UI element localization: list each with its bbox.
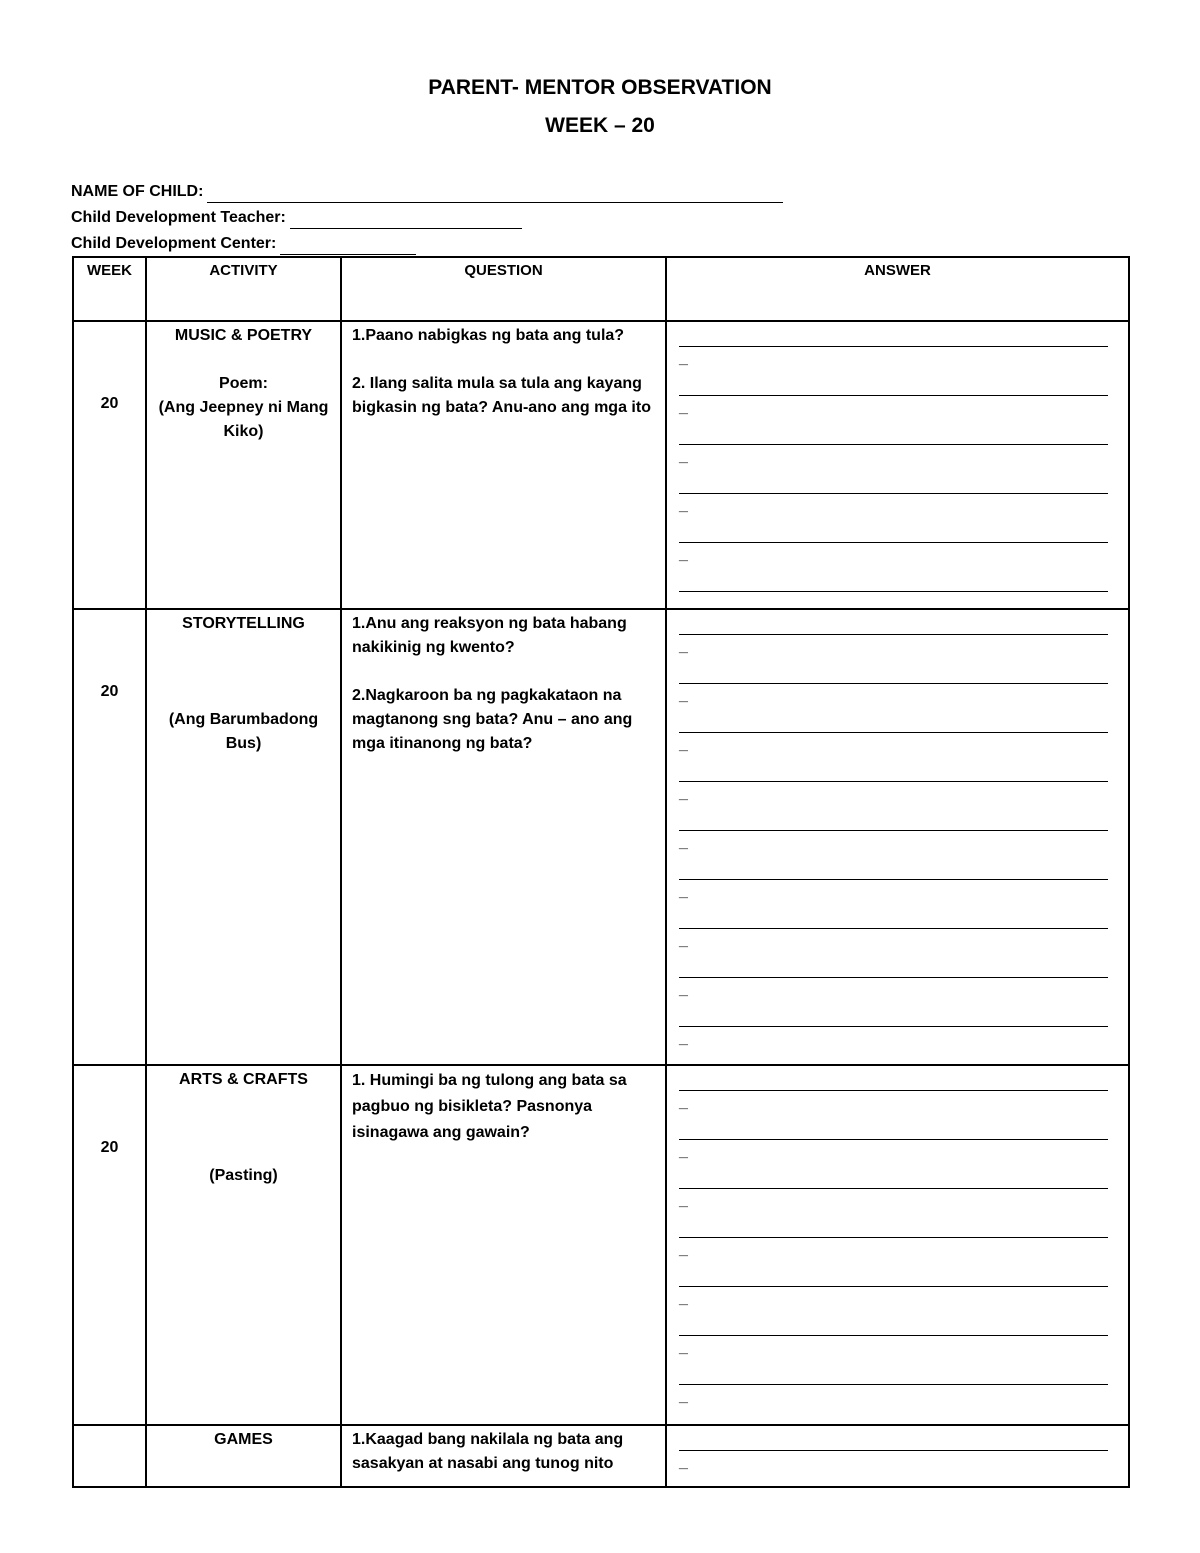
activity-subtitle: (Ang Jeepney ni Mang Kiko) xyxy=(158,399,329,440)
header-answer: ANSWER xyxy=(666,257,1129,321)
answer-line[interactable] xyxy=(679,1066,1108,1091)
answer-dash: _ xyxy=(679,1388,688,1405)
answer-line[interactable] xyxy=(679,469,1108,494)
answer-line[interactable] xyxy=(679,1426,1108,1451)
answer-dash: _ xyxy=(679,1454,688,1471)
observation-table xyxy=(72,256,1130,1488)
answer-cell[interactable] xyxy=(666,609,1129,1065)
table-header-row xyxy=(73,257,1129,321)
week-cell xyxy=(73,321,146,609)
answer-dash: _ xyxy=(679,883,688,900)
week-value: 20 xyxy=(100,395,119,412)
activity-title: MUSIC & POETRY xyxy=(174,327,313,344)
page-title: PARENT- MENTOR OBSERVATION xyxy=(428,76,772,99)
name-of-child-blank[interactable] xyxy=(207,184,783,203)
answer-dash: _ xyxy=(679,497,688,514)
question-cell xyxy=(341,1065,666,1425)
answer-cell[interactable] xyxy=(666,1065,1129,1425)
week-cell xyxy=(73,1065,146,1425)
center-blank[interactable] xyxy=(280,236,416,255)
answer-cell[interactable] xyxy=(666,1425,1129,1487)
teacher-blank[interactable] xyxy=(290,210,522,229)
table-row xyxy=(73,1425,1129,1487)
answer-line[interactable] xyxy=(679,371,1108,396)
answer-dash: _ xyxy=(679,687,688,704)
answer-dash: _ xyxy=(679,638,688,655)
answer-dash: _ xyxy=(679,736,688,753)
answer-line[interactable] xyxy=(679,610,1108,635)
question-text: 1. Humingi ba ng tulong ang bata sa pagbuo ng bisikleta? Pasnonya isinagawa ang gawain? xyxy=(352,1072,627,1141)
activity-title: GAMES xyxy=(214,1431,273,1448)
activity-cell xyxy=(146,609,341,1065)
question-cell xyxy=(341,609,666,1065)
week-cell xyxy=(73,1425,146,1487)
teacher-label: Child Development Teacher: xyxy=(71,209,286,226)
answer-line[interactable] xyxy=(679,1311,1108,1336)
answer-dash: _ xyxy=(679,1290,688,1307)
header-week: WEEK xyxy=(73,257,146,321)
activity-cell xyxy=(146,1425,341,1487)
table-row xyxy=(73,1065,1129,1425)
question-text: 2. Ilang salita mula sa tula ang kayang bigkasin ng bata? Anu-ano ang mga ito xyxy=(352,375,651,416)
answer-dash: _ xyxy=(679,785,688,802)
center-field xyxy=(71,233,416,255)
week-value: 20 xyxy=(100,1139,119,1156)
week-cell xyxy=(73,609,146,1065)
answer-line[interactable] xyxy=(679,1360,1108,1385)
answer-line[interactable] xyxy=(679,904,1108,929)
answer-dash: _ xyxy=(679,546,688,563)
answer-line[interactable] xyxy=(679,1213,1108,1238)
question-text: 1.Paano nabigkas ng bata ang tula? xyxy=(352,327,625,344)
activity-cell xyxy=(146,1065,341,1425)
answer-line[interactable] xyxy=(679,420,1108,445)
answer-line[interactable] xyxy=(679,1164,1108,1189)
answer-dash: _ xyxy=(679,1241,688,1258)
activity-subtitle: (Ang Barumbadong Bus) xyxy=(168,711,319,752)
answer-dash: _ xyxy=(679,1030,688,1047)
answer-cell[interactable] xyxy=(666,321,1129,609)
answer-dash: _ xyxy=(679,350,688,367)
activity-title: ARTS & CRAFTS xyxy=(179,1071,308,1088)
answer-dash: _ xyxy=(679,399,688,416)
question-text: 1.Anu ang reaksyon ng bata habang nakikinig ng kwento? xyxy=(352,615,627,656)
activity-title: STORYTELLING xyxy=(182,615,305,632)
question-text: 2.Nagkaroon ba ng pagkakataon na magtanong sng bata? Anu – ano ang mga itinanong ng bata? xyxy=(352,687,633,752)
answer-line[interactable] xyxy=(679,518,1108,543)
answer-line[interactable] xyxy=(679,708,1108,733)
page-subtitle: WEEK – 20 xyxy=(545,114,655,137)
answer-dash: _ xyxy=(679,1094,688,1111)
header-activity: ACTIVITY xyxy=(146,257,341,321)
answer-dash: _ xyxy=(679,1339,688,1356)
answer-dash: _ xyxy=(679,1192,688,1209)
answer-dash: _ xyxy=(679,448,688,465)
table-row xyxy=(73,609,1129,1065)
answer-line[interactable] xyxy=(679,806,1108,831)
question-text: 1.Kaagad bang nakilala ng bata ang sasakyan at nasabi ang tunog nito xyxy=(352,1431,624,1472)
activity-cell xyxy=(146,321,341,609)
header-question: QUESTION xyxy=(341,257,666,321)
question-cell xyxy=(341,1425,666,1487)
answer-line[interactable] xyxy=(679,855,1108,880)
answer-line[interactable] xyxy=(679,953,1108,978)
question-cell xyxy=(341,321,666,609)
answer-line[interactable] xyxy=(679,322,1108,347)
answer-line[interactable] xyxy=(679,567,1108,592)
week-value: 20 xyxy=(100,683,119,700)
answer-line[interactable] xyxy=(679,1262,1108,1287)
answer-dash: _ xyxy=(679,834,688,851)
name-of-child-field xyxy=(71,181,783,203)
answer-line[interactable] xyxy=(679,757,1108,782)
name-of-child-label: NAME OF CHILD: xyxy=(71,183,204,200)
table-row xyxy=(73,321,1129,609)
answer-dash: _ xyxy=(679,1143,688,1160)
answer-line[interactable] xyxy=(679,1002,1108,1027)
answer-dash: _ xyxy=(679,932,688,949)
teacher-field xyxy=(71,207,522,229)
activity-subtitle: (Pasting) xyxy=(209,1167,278,1184)
center-label: Child Development Center: xyxy=(71,235,277,252)
answer-dash: _ xyxy=(679,981,688,998)
answer-line[interactable] xyxy=(679,1115,1108,1140)
answer-line[interactable] xyxy=(679,659,1108,684)
activity-subtitle: Poem: xyxy=(219,375,268,392)
